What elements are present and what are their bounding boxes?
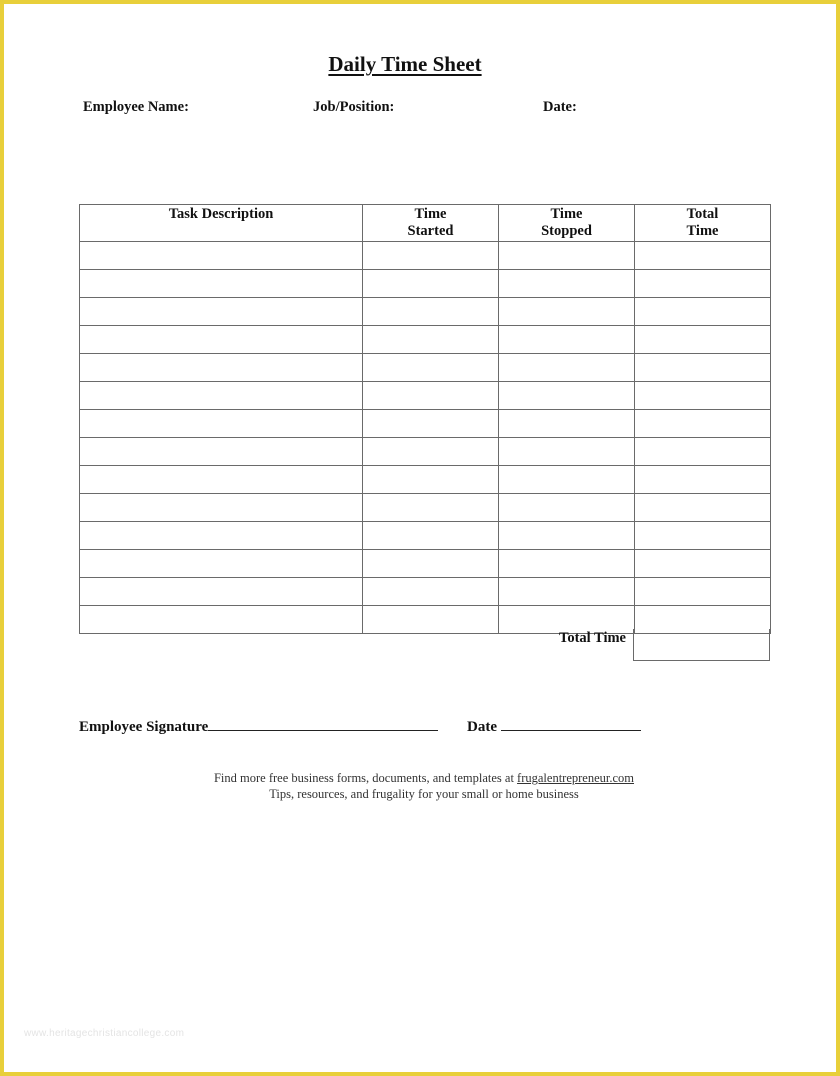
table-row [80, 466, 771, 494]
table-body [80, 242, 771, 634]
table-row [80, 242, 771, 270]
table-row [80, 494, 771, 522]
cell-started[interactable] [363, 578, 499, 606]
cell-stopped[interactable] [499, 522, 635, 550]
cell-total[interactable] [635, 494, 771, 522]
cell-started[interactable] [363, 522, 499, 550]
header-total-time [635, 205, 771, 242]
cell-started[interactable] [363, 606, 499, 634]
cell-task[interactable] [80, 522, 363, 550]
job-position-label: Job/Position: [313, 99, 395, 115]
cell-stopped[interactable] [499, 270, 635, 298]
cell-task[interactable] [80, 298, 363, 326]
cell-started[interactable] [363, 242, 499, 270]
cell-started[interactable] [363, 270, 499, 298]
table-row [80, 438, 771, 466]
time-sheet-table [79, 204, 771, 634]
total-time-cell[interactable] [633, 629, 770, 661]
cell-stopped[interactable] [499, 354, 635, 382]
cell-task[interactable] [80, 438, 363, 466]
cell-total[interactable] [635, 466, 771, 494]
employee-name-label: Employee Name: [83, 99, 189, 115]
cell-task[interactable] [80, 382, 363, 410]
cell-stopped[interactable] [499, 550, 635, 578]
table-row [80, 382, 771, 410]
cell-stopped[interactable] [499, 438, 635, 466]
cell-started[interactable] [363, 410, 499, 438]
cell-total[interactable] [635, 354, 771, 382]
cell-task[interactable] [80, 242, 363, 270]
total-time-label: Total Time [558, 630, 626, 646]
table-row [80, 578, 771, 606]
cell-total[interactable] [635, 410, 771, 438]
cell-started[interactable] [363, 466, 499, 494]
cell-started[interactable] [363, 298, 499, 326]
header-time-stopped [499, 205, 635, 242]
header-total-line1: Total [686, 206, 719, 222]
watermark-text: www.heritagechristiancollege.com [24, 1028, 185, 1039]
cell-stopped[interactable] [499, 494, 635, 522]
cell-task[interactable] [80, 550, 363, 578]
header-task-text: Task Description [168, 206, 274, 222]
header-started-line1: Time [414, 206, 447, 222]
footer-line-2: Tips, resources, and frugality for your small or home business [269, 787, 579, 801]
cell-total[interactable] [635, 382, 771, 410]
table-row [80, 354, 771, 382]
header-stopped-line2: Stopped [541, 223, 592, 239]
header-task-description [80, 205, 363, 242]
cell-started[interactable] [363, 438, 499, 466]
cell-total[interactable] [635, 522, 771, 550]
table-row [80, 326, 771, 354]
cell-stopped[interactable] [499, 466, 635, 494]
table-header-row [80, 205, 771, 242]
cell-total[interactable] [635, 242, 771, 270]
table-row [80, 522, 771, 550]
cell-task[interactable] [80, 354, 363, 382]
header-stopped-line1: Time [550, 206, 583, 222]
signature-date [467, 716, 641, 736]
cell-task[interactable] [80, 606, 363, 634]
cell-task[interactable] [80, 326, 363, 354]
date-label: Date: [543, 99, 577, 115]
cell-task[interactable] [80, 466, 363, 494]
table-row [80, 270, 771, 298]
cell-stopped[interactable] [499, 298, 635, 326]
table-row [80, 550, 771, 578]
table-row [80, 298, 771, 326]
table-row [80, 410, 771, 438]
cell-total[interactable] [635, 326, 771, 354]
header-started-line2: Started [407, 223, 454, 239]
cell-started[interactable] [363, 326, 499, 354]
header-total-line2: Time [686, 223, 719, 239]
cell-total[interactable] [635, 550, 771, 578]
cell-started[interactable] [363, 382, 499, 410]
employee-signature-field[interactable] [208, 716, 438, 731]
cell-stopped[interactable] [499, 382, 635, 410]
cell-task[interactable] [80, 410, 363, 438]
footer-line-1 [4, 771, 840, 786]
cell-total[interactable] [635, 578, 771, 606]
cell-started[interactable] [363, 550, 499, 578]
employee-signature-label: Employee Signature [79, 719, 209, 735]
cell-stopped[interactable] [499, 326, 635, 354]
footer-text: Find more free business forms, documents, and templates at [213, 771, 518, 785]
signature-date-label: Date [467, 719, 497, 735]
cell-total[interactable] [635, 298, 771, 326]
employee-signature [79, 716, 438, 736]
cell-stopped[interactable] [499, 578, 635, 606]
cell-task[interactable] [80, 578, 363, 606]
cell-task[interactable] [80, 494, 363, 522]
signature-date-field[interactable] [501, 716, 641, 731]
cell-total[interactable] [635, 270, 771, 298]
cell-stopped[interactable] [499, 410, 635, 438]
cell-total[interactable] [635, 438, 771, 466]
cell-task[interactable] [80, 270, 363, 298]
cell-started[interactable] [363, 354, 499, 382]
page-title: Daily Time Sheet [328, 52, 482, 76]
header-time-started [363, 205, 499, 242]
cell-stopped[interactable] [499, 242, 635, 270]
footer-link[interactable]: frugalentrepreneur.com [517, 771, 635, 785]
cell-started[interactable] [363, 494, 499, 522]
